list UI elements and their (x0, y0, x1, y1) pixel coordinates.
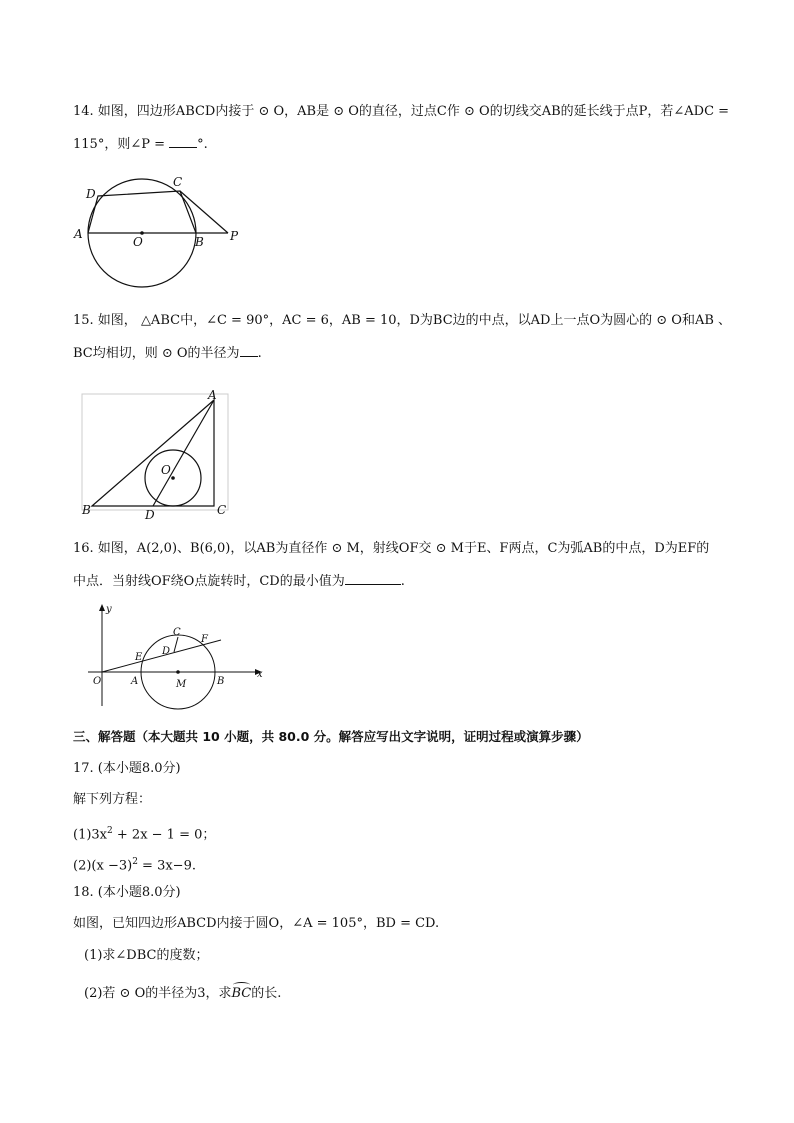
q16-label-e: E (135, 652, 143, 663)
q14-line2 (73, 135, 208, 154)
q14-label-b: B (195, 235, 204, 249)
q15-figure (76, 388, 236, 523)
q17-eq2-exponent: 2 (132, 857, 138, 867)
q17-eq1-text: (1)3x (73, 827, 108, 843)
q17-equation-2 (73, 853, 196, 875)
q18-part-1: (1)求∠DBC的度数； (84, 948, 209, 963)
q17-equation-1 (73, 822, 215, 844)
q15-label-o: O (161, 463, 171, 477)
q15-line1: 15. 如图， △ABC中，∠C = 90°，AC = 6，AB = 10，D为BC边的中点，以AD上一点O为圆心的 ⊙ O和AB 、 (73, 313, 732, 328)
q14-label-a: A (74, 227, 83, 241)
q15-line2 (73, 344, 262, 363)
q18-title: 18. (本小题8.0分) (73, 885, 181, 900)
q17-eq2-text: (2)(x −3) (73, 858, 133, 874)
q15-line2-text: BC均相切，则 ⊙ O的半径为 (73, 346, 240, 361)
q16-label-c: C (173, 627, 181, 638)
q14-tangent-cp (180, 191, 228, 233)
q16-label-o: O (93, 676, 102, 687)
q17-eq2-rest: = 3x−9. (137, 858, 196, 874)
q14-line1: 14. 如图，四边形ABCD内接于 ⊙ O，AB是 ⊙ O的直径，过点C作 ⊙ O的切线交AB的延长线于点P，若∠ADC = (73, 104, 730, 119)
q15-line2-end: . (257, 346, 262, 361)
q16-segment-cd (174, 637, 178, 652)
q17-prompt: 解下列方程： (73, 792, 152, 807)
q17-eq1-rest: + 2x − 1 = 0； (112, 827, 216, 843)
q15-label-d: D (145, 508, 155, 522)
q14-quadrilateral (88, 191, 196, 233)
q16-answer-blank (345, 572, 401, 585)
q18-part2-end: 的长. (251, 986, 282, 1001)
q16-line1: 16. 如图，A(2,0)、B(6,0)，以AB为直径作 ⊙ M，射线OF交 ⊙ M于E、F两点，C为弧AB的中点，D为EF的 (73, 541, 710, 556)
q14-figure (70, 170, 250, 290)
q16-label-x: x (257, 669, 263, 680)
q16-label-f: F (201, 634, 208, 645)
q18-prompt: 如图，已知四边形ABCD内接于圆O，∠A = 105°，BD = CD. (73, 916, 440, 931)
q14-line2-end: °. (197, 137, 208, 152)
q16-label-b: B (217, 676, 225, 687)
q17-eq1-exponent: 2 (107, 826, 113, 836)
q14-label-d: D (86, 187, 96, 201)
q18-arc-bc: BC (231, 986, 252, 1001)
q14-label-p: P (230, 229, 239, 243)
section3-heading: 三、解答题（本大题共 10 小题，共 80.0 分。解答应写出文字说明，证明过程或演算步骤） (73, 729, 589, 744)
q16-line2 (73, 572, 405, 591)
q16-label-y: y (106, 604, 112, 615)
q16-figure (84, 602, 274, 712)
q16-label-a: A (131, 676, 139, 687)
q14-line2-text: 115°，则∠P = (73, 137, 170, 152)
q15-answer-blank (240, 344, 258, 357)
q15-segment-ad (153, 400, 214, 506)
q16-line2-text: 中点．当射线OF绕O点旋转时，CD的最小值为 (73, 574, 345, 589)
q15-center-dot (171, 476, 175, 480)
q16-center-dot (176, 670, 180, 674)
q16-y-axis-arrow (99, 604, 105, 611)
q14-label-o: O (133, 235, 143, 249)
q16-label-m: M (176, 679, 187, 690)
q16-label-d: D (162, 646, 171, 657)
q18-part2-text: (2)若 ⊙ O的半径为3，求 (84, 986, 232, 1001)
q18-part-2 (84, 985, 281, 1003)
q16-line2-end: . (400, 574, 405, 589)
q17-title: 17. (本小题8.0分) (73, 761, 181, 776)
q15-label-c: C (217, 503, 227, 517)
q14-answer-blank (169, 135, 197, 148)
q15-triangle (92, 400, 214, 506)
q15-label-a: A (208, 388, 217, 402)
q14-label-c: C (173, 175, 183, 189)
q15-label-b: B (82, 503, 91, 517)
